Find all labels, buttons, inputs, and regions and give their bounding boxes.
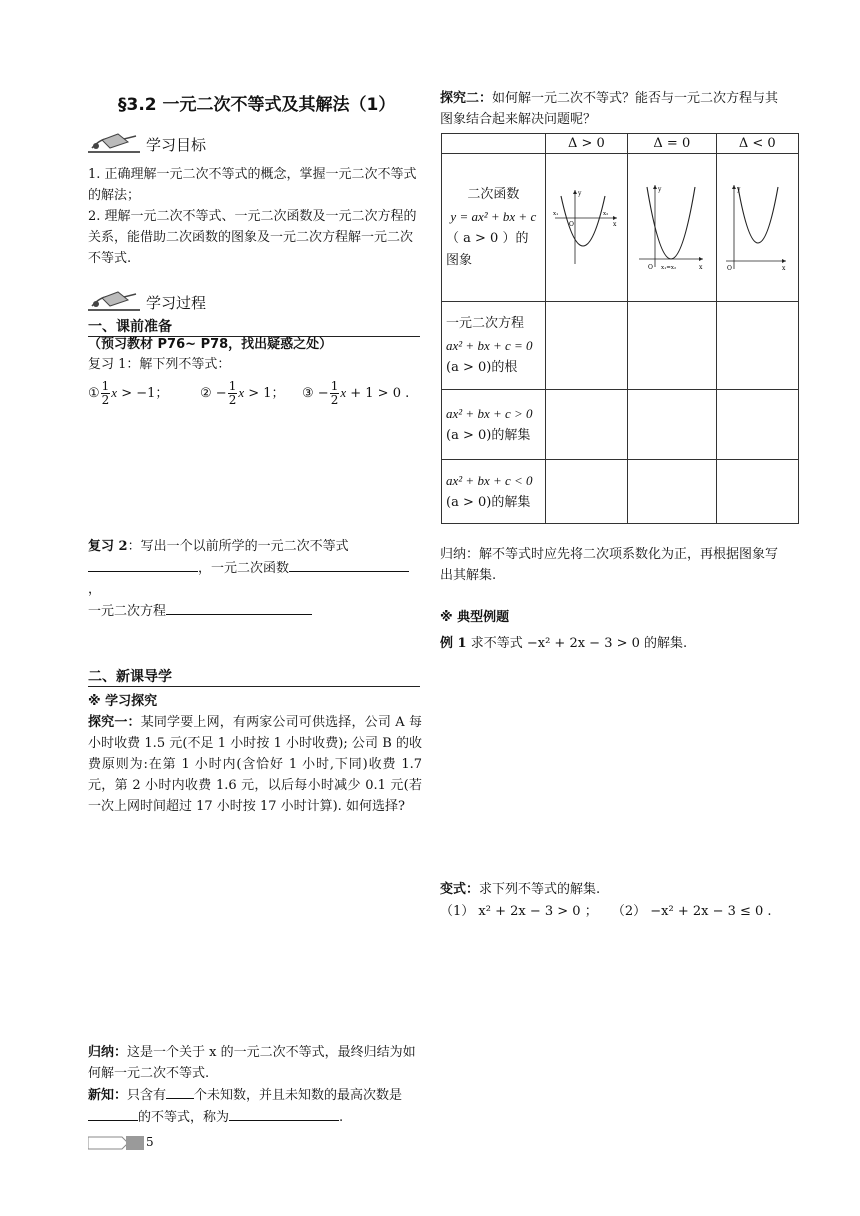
process-header bbox=[88, 286, 418, 314]
row1-line-a: 二次函数 bbox=[467, 186, 520, 202]
example1 bbox=[440, 632, 687, 651]
review2-part-d: 一元二次方程 bbox=[88, 604, 167, 619]
graph-x-label: x bbox=[782, 264, 786, 271]
variant-item-2: （2） −x² + 2x − 3 ≤ 0 . bbox=[611, 904, 772, 919]
row4-line-a: ax² + bx + c < 0 bbox=[446, 472, 533, 488]
parabola-no-root-graph bbox=[724, 181, 790, 271]
example1-label: 例 1 bbox=[440, 636, 467, 651]
table-cell-answer[interactable] bbox=[716, 302, 799, 390]
newknow-blank-2[interactable] bbox=[88, 1106, 138, 1121]
page-number: 5 bbox=[146, 1135, 154, 1149]
newknow-part-a: 只含有 bbox=[127, 1088, 167, 1103]
explore2-paragraph bbox=[440, 88, 780, 130]
page-arrow-icon bbox=[88, 1134, 144, 1152]
review2-blank-1[interactable] bbox=[88, 557, 198, 572]
review2-label: 复习 2 bbox=[88, 539, 128, 554]
review2-blank-2[interactable] bbox=[289, 557, 409, 572]
page-badge bbox=[88, 1134, 164, 1152]
newknow-part-d: . bbox=[339, 1110, 344, 1125]
summary2-paragraph bbox=[440, 544, 780, 586]
newknow-part-c: 的不等式，称为 bbox=[138, 1110, 230, 1125]
graph-x-label: x bbox=[613, 220, 617, 228]
graph-cell-zero bbox=[628, 154, 716, 302]
examples-heading: ※ 典型例题 bbox=[440, 610, 510, 625]
table-cell-answer[interactable] bbox=[628, 390, 716, 460]
explore2-text: 如何解一元二次不等式？能否与一元二次方程与其图象结合起来解决问题呢？ bbox=[440, 91, 779, 127]
row3-line-a: ax² + bx + c > 0 bbox=[446, 405, 533, 421]
graph-origin: O bbox=[727, 264, 733, 271]
graph-x2-label: x₂ bbox=[603, 210, 609, 217]
newknow-part-b: 个未知数，并且未知数的最高次数是 bbox=[194, 1088, 403, 1103]
graph-origin: O bbox=[569, 220, 575, 228]
graph-cell-pos bbox=[545, 154, 627, 302]
row2-line-b: ax² + bx + c = 0 bbox=[446, 337, 533, 353]
newknow-paragraph bbox=[88, 1084, 422, 1128]
page-title: §3.2 一元二次不等式及其解法（1） bbox=[118, 95, 396, 115]
review2-blank-3[interactable] bbox=[166, 600, 312, 615]
table-cell-answer[interactable] bbox=[628, 460, 716, 524]
row-label-equation bbox=[442, 302, 546, 390]
example1-text: 求不等式 −x² + 2x − 3 > 0 的解集. bbox=[470, 636, 688, 651]
row1-line-b: y = ax² + bx + c bbox=[450, 208, 537, 224]
table-cell-answer[interactable] bbox=[545, 390, 627, 460]
table-row bbox=[442, 302, 799, 390]
explore1-text: 某同学要上网，有两家公司可供选择，公司 A 每小时收费 1.5 元(不足 1 小时按 1 小时收费); 公司 B 的收费原则为:在第 1 小时内(含恰好 1 小时,下同)收费 1.7 元，第 2 小时内收费 1.6 元，以后每小时减少 0.1 元(若一次上网时间超过 17 小时按 17 小时计算). 如何选择? bbox=[88, 715, 422, 814]
discriminant-table bbox=[441, 133, 799, 524]
review1-ineq-2: ② − $\frac{1}{2}$ x > 1； bbox=[200, 379, 285, 407]
summary1-text: 这是一个关于 x 的一元二次不等式，最终归结为如何解一元二次不等式. bbox=[88, 1045, 416, 1081]
col-header: Δ > 0 bbox=[545, 134, 627, 154]
goal-item-2: 2. 理解一元二次不等式、一元二次函数及一元二次方程的关系，能借助二次函数的图象及一元二次方程解一元二次不等式. bbox=[88, 209, 417, 266]
graph-y-label: y bbox=[737, 185, 741, 193]
summary2-label: 归纳： bbox=[440, 547, 480, 562]
row2-line-c: (a > 0)的根 bbox=[446, 359, 518, 375]
row-label-less bbox=[442, 460, 546, 524]
graph-y-label: y bbox=[578, 189, 582, 197]
review2-part-b: ，一元二次函数 bbox=[198, 561, 290, 576]
table-cell-answer[interactable] bbox=[545, 460, 627, 524]
parabola-two-roots-graph bbox=[553, 186, 619, 266]
table-row bbox=[442, 460, 799, 524]
explore2-label: 探究二： bbox=[440, 91, 493, 106]
table-cell-answer[interactable] bbox=[628, 302, 716, 390]
graph-x1x2-label: x₁=x₂ bbox=[660, 264, 677, 271]
review1-text: 复习 1：解下列不等式： bbox=[88, 357, 231, 372]
preview-note: （预习教材 P76~ P78，找出疑惑之处） bbox=[88, 337, 333, 352]
goals-heading: 学习目标 bbox=[146, 136, 207, 154]
table-corner bbox=[442, 134, 546, 154]
explore1-paragraph bbox=[88, 712, 422, 817]
newknow-label: 新知： bbox=[88, 1088, 128, 1103]
variant-items bbox=[440, 900, 772, 919]
variant-line bbox=[440, 878, 600, 897]
row-label-function bbox=[442, 154, 546, 302]
table-row bbox=[442, 390, 799, 460]
variant-item-1: （1） x² + 2x − 3 > 0 ； bbox=[440, 904, 598, 919]
table-cell-answer[interactable] bbox=[716, 460, 799, 524]
row1-line-c: （ a > 0 ）的图象 bbox=[446, 230, 529, 268]
section-new-lesson: 二、新课导学 bbox=[88, 666, 420, 687]
table-cell-answer[interactable] bbox=[545, 302, 627, 390]
graph-origin: O bbox=[647, 263, 653, 271]
col-header: Δ < 0 bbox=[716, 134, 799, 154]
explore-heading: ※ 学习探究 bbox=[88, 694, 158, 709]
section-prep: 一、课前准备 bbox=[88, 316, 420, 337]
table-cell-answer[interactable] bbox=[716, 390, 799, 460]
goals-header bbox=[88, 128, 418, 156]
summary2-text: 解不等式时应先将二次项系数化为正，再根据图象写出其解集. bbox=[440, 547, 779, 583]
parabola-double-root-graph bbox=[637, 181, 707, 271]
book-icon bbox=[88, 286, 140, 312]
review1-ineq-3: ③ − $\frac{1}{2}$ x + 1 > 0 . bbox=[302, 379, 410, 407]
variant-label: 变式： bbox=[440, 882, 480, 897]
review2-part-c: ， bbox=[88, 582, 102, 597]
graph-x-label: x bbox=[698, 263, 703, 271]
summary1-label: 归纳： bbox=[88, 1045, 128, 1060]
graph-cell-neg bbox=[716, 154, 799, 302]
summary1-paragraph bbox=[88, 1042, 422, 1084]
row-label-greater bbox=[442, 390, 546, 460]
table-header-row bbox=[442, 134, 799, 154]
explore1-label: 探究一： bbox=[88, 715, 141, 730]
review2-text bbox=[88, 536, 422, 622]
process-heading: 学习过程 bbox=[146, 294, 207, 312]
graph-y-label: y bbox=[657, 185, 662, 193]
table-row bbox=[442, 154, 799, 302]
row3-line-b: (a > 0)的解集 bbox=[446, 427, 531, 443]
review1-ineq-1: ① $\frac{1}{2}$ x > −1； bbox=[88, 379, 169, 407]
newknow-blank-3[interactable] bbox=[229, 1106, 339, 1121]
row4-line-b: (a > 0)的解集 bbox=[446, 494, 531, 510]
variant-text: 求下列不等式的解集. bbox=[479, 882, 601, 897]
newknow-blank-1[interactable] bbox=[166, 1084, 194, 1099]
goal-item-1: 1. 正确理解一元二次不等式的概念，掌握一元二次不等式的解法； bbox=[88, 167, 417, 203]
review2-part-a: ：写出一个以前所学的一元二次不等式 bbox=[127, 539, 349, 554]
book-icon bbox=[88, 128, 140, 154]
col-header: Δ = 0 bbox=[628, 134, 716, 154]
graph-x1-label: x₁ bbox=[553, 210, 559, 217]
row2-line-a: 一元二次方程 bbox=[446, 315, 525, 331]
